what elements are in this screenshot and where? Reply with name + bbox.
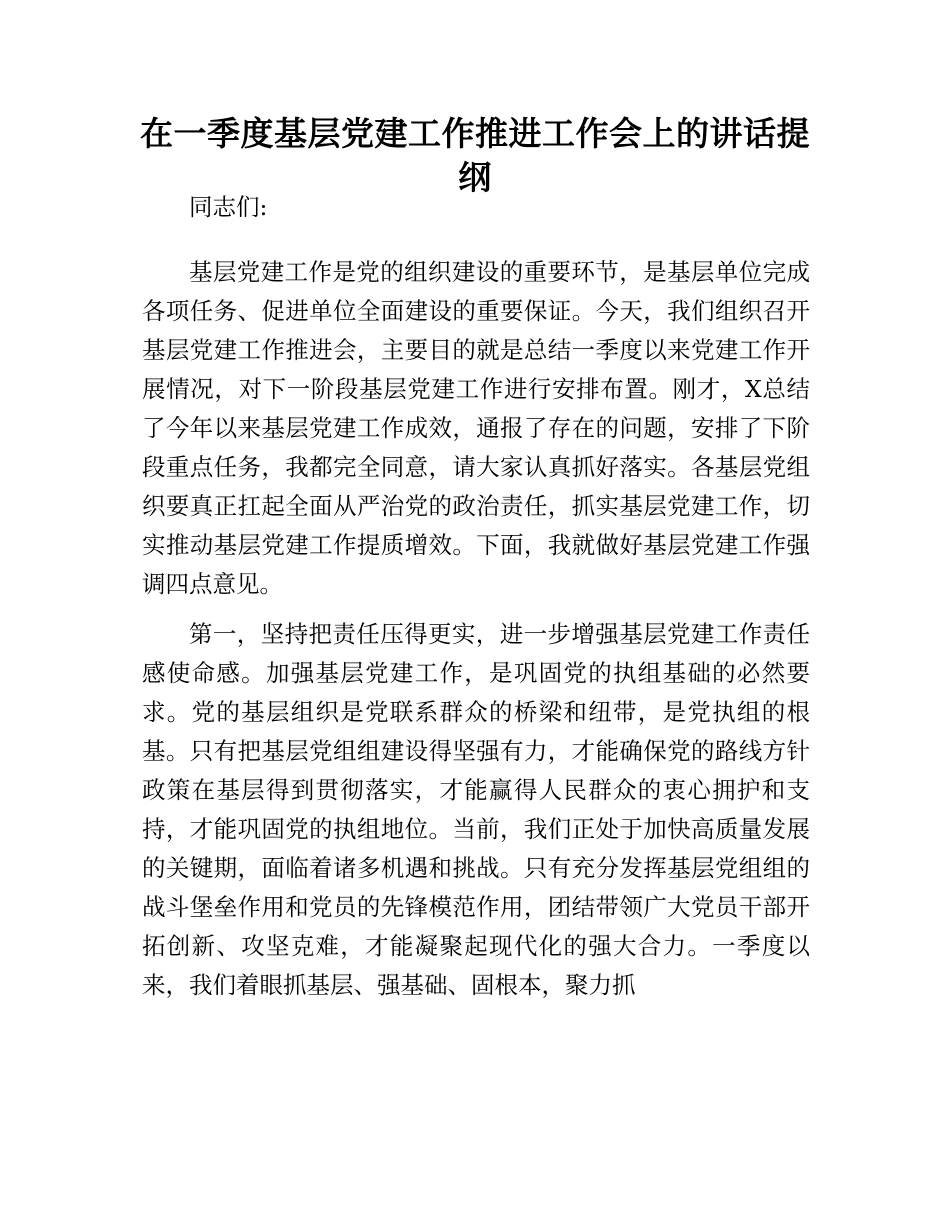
paragraph-2: 第一，坚持把责任压得更实，进一步增强基层党建工作责任感使命感。加强基层党建工作，是巩固党的执组基础的必然要求。党的基层组织是党联系群众的桥梁和纽带，是党执组的根基。只有把基层党组组建设得坚强有力，才能确保党的路线方针政策在基层得到贯彻落实，才能赢得人民群众的衷心拥护和支持，才能巩固党的执组地位。当前，我们正处于加快高质量发展的关键期，面临着诸多机遇和挑战。只有充分发挥基层党组组的战斗堡垒作用和党员的先锋模范作用，团结带领广大党员干部开拓创新、攻坚克难，才能凝聚起现代化的强大合力。一季度以来，我们着眼抓基层、强基础、固根本，聚力抓 xyxy=(142,620,810,999)
paragraph-1: 基层党建工作是党的组织建设的重要环节，是基层单位完成各项任务、促进单位全面建设的重要保证。今天，我们组织召开基层党建工作推进会，主要目的就是总结一季度以来党建工作开展情况，对下一阶段基层党建工作进行安排布置。刚才，X总结了今年以来基层党建工作成效，通报了存在的问题，安排了下阶段重点任务，我都完全同意，请大家认真抓好落实。各基层党组织要真正扛起全面从严治党的政治责任，抓实基层党建工作，切实推动基层党建工作提质增效。下面，我就做好基层党建工作强调四点意见。 xyxy=(142,258,810,598)
document-title: 在一季度基层党建工作推进工作会上的讲话提纲 xyxy=(140,114,810,197)
document-body xyxy=(142,188,810,1005)
greeting: 同志们: xyxy=(189,193,268,221)
